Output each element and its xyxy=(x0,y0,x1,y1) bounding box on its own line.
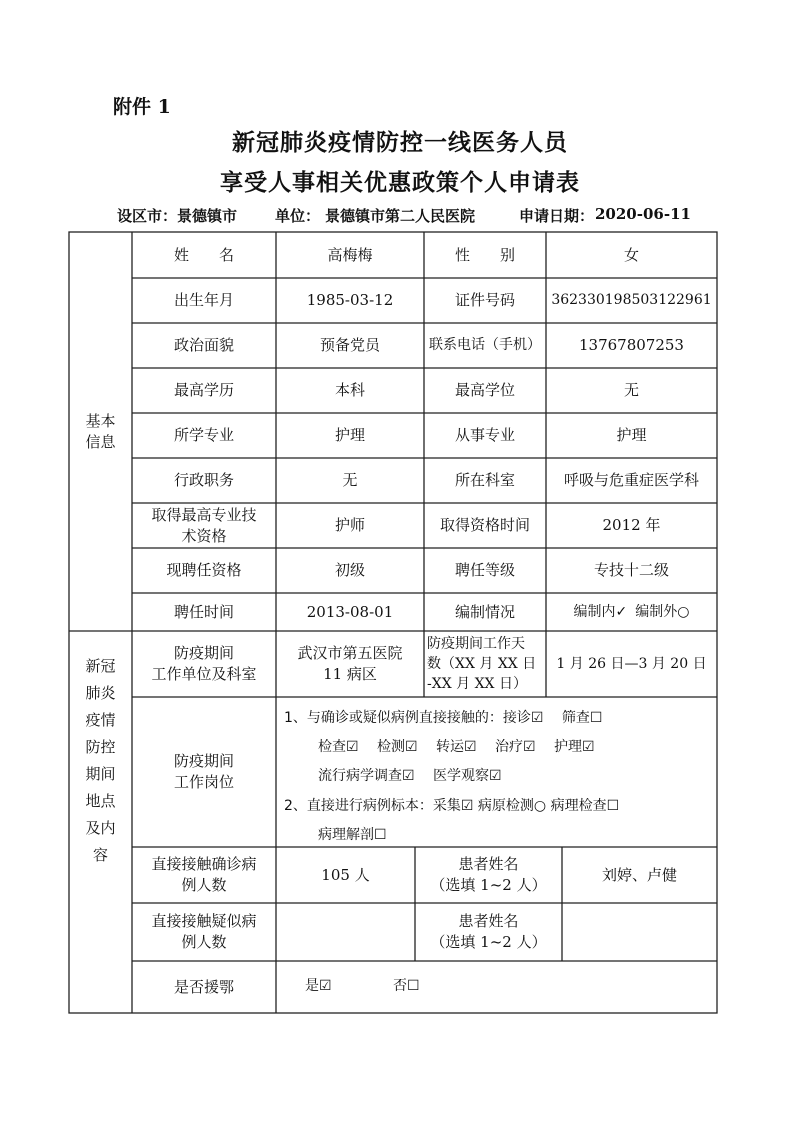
hubei-aid-no: 否☐ xyxy=(393,978,420,994)
confirmed-names-label: 患者姓名 （选填 1~2 人） xyxy=(430,855,547,894)
attachment-label: 附件 1 xyxy=(113,96,171,118)
edu-value: 本科 xyxy=(334,381,365,399)
title-line-1: 新冠肺炎疫情防控一线医务人员 xyxy=(232,129,568,156)
current-qual-value: 初级 xyxy=(334,561,365,579)
epi-post-line-1: 1、与确诊或疑似病例直接接触的：接诊☑ 筛查☐ xyxy=(284,710,603,726)
political-label: 政治面貌 xyxy=(173,336,234,354)
degree-label: 最高学位 xyxy=(454,381,515,399)
gender-label: 性 别 xyxy=(454,245,515,264)
city-label: 设区市： xyxy=(117,207,178,225)
hire-time-value: 2013-08-01 xyxy=(306,602,394,621)
epi-post-line-4: 2、直接进行病例标本：采集☑ 病原检测○ 病理检查☐ xyxy=(284,798,620,814)
basic-info-section-label: 基本 信息 xyxy=(85,411,116,451)
epi-post-line-2: 检查☑ 检测☑ 转运☑ 治疗☑ 护理☑ xyxy=(318,739,595,755)
work-major-value: 护理 xyxy=(616,426,647,444)
title-line-2: 享受人事相关优惠政策个人申请表 xyxy=(220,169,580,196)
birth-label: 出生年月 xyxy=(173,291,234,309)
unit-value: 景德镇市第二人民医院 xyxy=(325,207,476,225)
confirmed-names-value: 刘婷、卢健 xyxy=(601,865,677,884)
date-label: 申请日期： xyxy=(519,207,595,225)
qual-value: 护师 xyxy=(334,516,365,534)
hubei-aid-label: 是否援鄂 xyxy=(173,977,234,996)
suspected-count-label: 直接接触疑似病 例人数 xyxy=(151,912,257,951)
grade-value: 专技十二级 xyxy=(593,561,669,579)
city-value: 景德镇市 xyxy=(177,207,238,225)
id-label: 证件号码 xyxy=(454,291,515,309)
application-table xyxy=(68,231,718,1014)
current-qual-label: 现聘任资格 xyxy=(166,561,242,579)
epi-unit-value: 武汉市第五医院 11 病区 xyxy=(297,644,403,683)
epidemic-section-label: 新冠 肺炎 疫情 防控 期间 地点 及内 容 xyxy=(85,657,116,864)
suspected-names-value xyxy=(562,903,717,961)
staffing-in-option: 编制内✓ xyxy=(573,603,628,620)
major-value: 护理 xyxy=(334,426,365,444)
epi-days-value: 1 月 26 日—3 月 20 日 xyxy=(556,655,707,672)
staffing-label: 编制情况 xyxy=(454,602,515,621)
dept-value: 呼吸与危重症医学科 xyxy=(563,471,699,489)
name-label: 姓 名 xyxy=(173,245,234,264)
name-value: 高梅梅 xyxy=(327,245,373,264)
phone-value: 13767807253 xyxy=(579,336,684,354)
qual-time-value: 2012 年 xyxy=(602,516,661,534)
epi-unit-label: 防疫期间 工作单位及科室 xyxy=(151,644,257,683)
work-major-label: 从事专业 xyxy=(454,426,515,444)
hubei-aid-yes: 是☑ xyxy=(305,978,332,994)
edu-label: 最高学历 xyxy=(173,381,234,399)
admin-post-value: 无 xyxy=(342,471,358,489)
admin-post-label: 行政职务 xyxy=(173,471,234,489)
qual-label: 取得最高专业技 术资格 xyxy=(151,505,257,545)
dept-label: 所在科室 xyxy=(454,471,515,489)
degree-value: 无 xyxy=(623,381,639,399)
phone-label: 联系电话（手机） xyxy=(429,337,541,353)
suspected-names-label: 患者姓名 （选填 1~2 人） xyxy=(430,912,547,951)
major-label: 所学专业 xyxy=(173,426,234,444)
unit-label: 单位： xyxy=(275,207,321,225)
epi-post-line-5: 病理解剖☐ xyxy=(318,827,387,843)
epi-post-label: 防疫期间 工作岗位 xyxy=(173,752,234,791)
epi-post-line-3: 流行病学调查☑ 医学观察☑ xyxy=(318,768,502,784)
hire-time-label: 聘任时间 xyxy=(173,602,234,621)
staffing-options xyxy=(546,593,717,631)
grade-label: 聘任等级 xyxy=(454,561,515,579)
suspected-count-value xyxy=(276,903,415,961)
confirmed-count-value: 105 人 xyxy=(321,865,370,884)
birth-value: 1985-03-12 xyxy=(306,291,394,309)
gender-value: 女 xyxy=(623,245,639,264)
qual-time-label: 取得资格时间 xyxy=(439,516,530,534)
id-value: 362330198503122961 xyxy=(551,292,712,308)
political-value: 预备党员 xyxy=(319,336,380,354)
confirmed-count-label: 直接接触确诊病 例人数 xyxy=(151,855,257,894)
date-value: 2020-06-11 xyxy=(595,205,691,223)
staffing-out-option: 编制外○ xyxy=(635,603,690,620)
epi-days-label: 防疫期间工作天 数（XX 月 XX 日 -XX 月 XX 日） xyxy=(427,636,537,692)
